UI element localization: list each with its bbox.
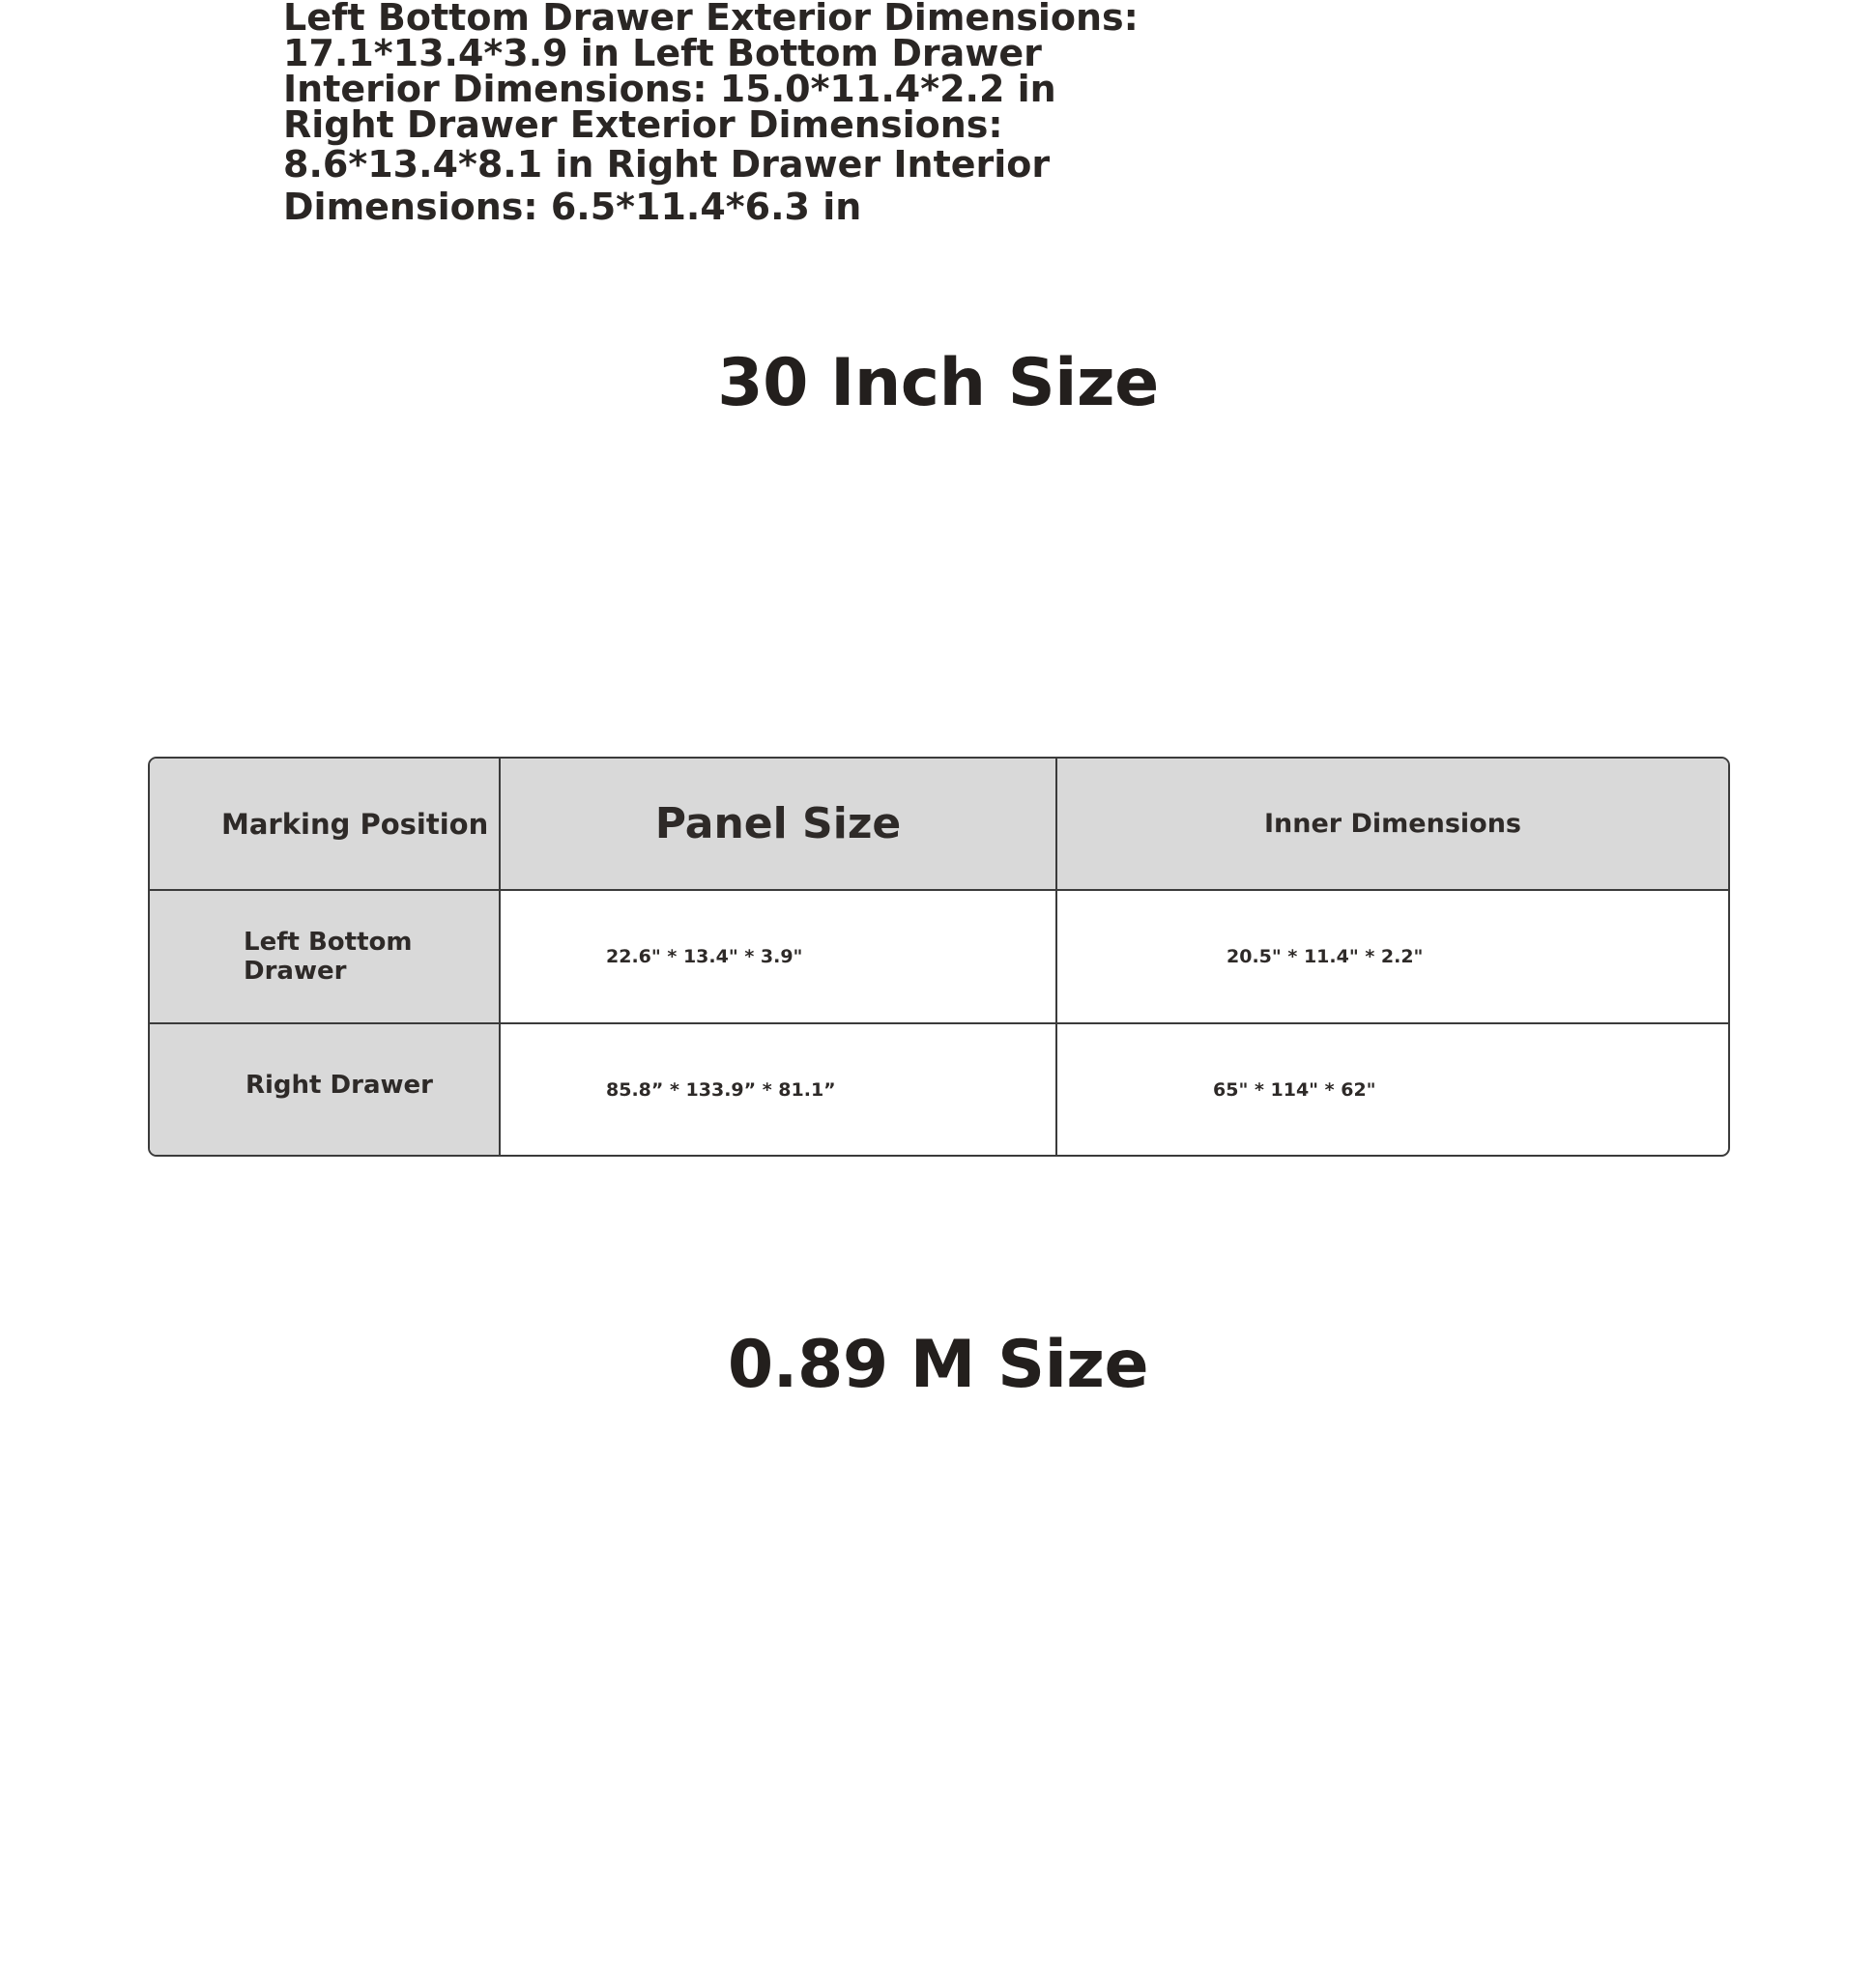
heading-089-m-size: 0.89 M Size — [727, 1327, 1149, 1403]
row-label-right-drawer: Right Drawer — [150, 1024, 501, 1155]
header-inner-dimensions: Inner Dimensions — [1057, 759, 1728, 891]
intro-line: Dimensions: 6.5*11.4*6.3 in — [283, 186, 862, 228]
intro-dimensions-text — [283, 0, 1139, 228]
size-table — [148, 757, 1730, 1157]
cell-panel-size: 85.8” * 133.9” * 81.1” — [501, 1024, 1057, 1155]
intro-line: Left Bottom Drawer Exterior Dimensions: — [283, 0, 1139, 39]
header-panel-size: Panel Size — [501, 759, 1057, 891]
cell-inner-dimensions: 20.5" * 11.4" * 2.2" — [1057, 891, 1728, 1024]
cell-panel-size: 22.6" * 13.4" * 3.9" — [501, 891, 1057, 1024]
heading-30-inch-size: 30 Inch Size — [717, 345, 1159, 421]
intro-line: Interior Dimensions: 15.0*11.4*2.2 in — [283, 68, 1056, 110]
intro-line: 17.1*13.4*3.9 in Left Bottom Drawer — [283, 32, 1042, 74]
cell-inner-dimensions: 65" * 114" * 62" — [1213, 1078, 1376, 1101]
intro-line: 8.6*13.4*8.1 in Right Drawer Interior — [283, 143, 1051, 186]
row-label-left-bottom-drawer: Left Bottom Drawer — [150, 891, 501, 1024]
header-marking-position: Marking Position — [150, 759, 501, 891]
intro-line: Right Drawer Exterior Dimensions: — [283, 103, 1003, 146]
